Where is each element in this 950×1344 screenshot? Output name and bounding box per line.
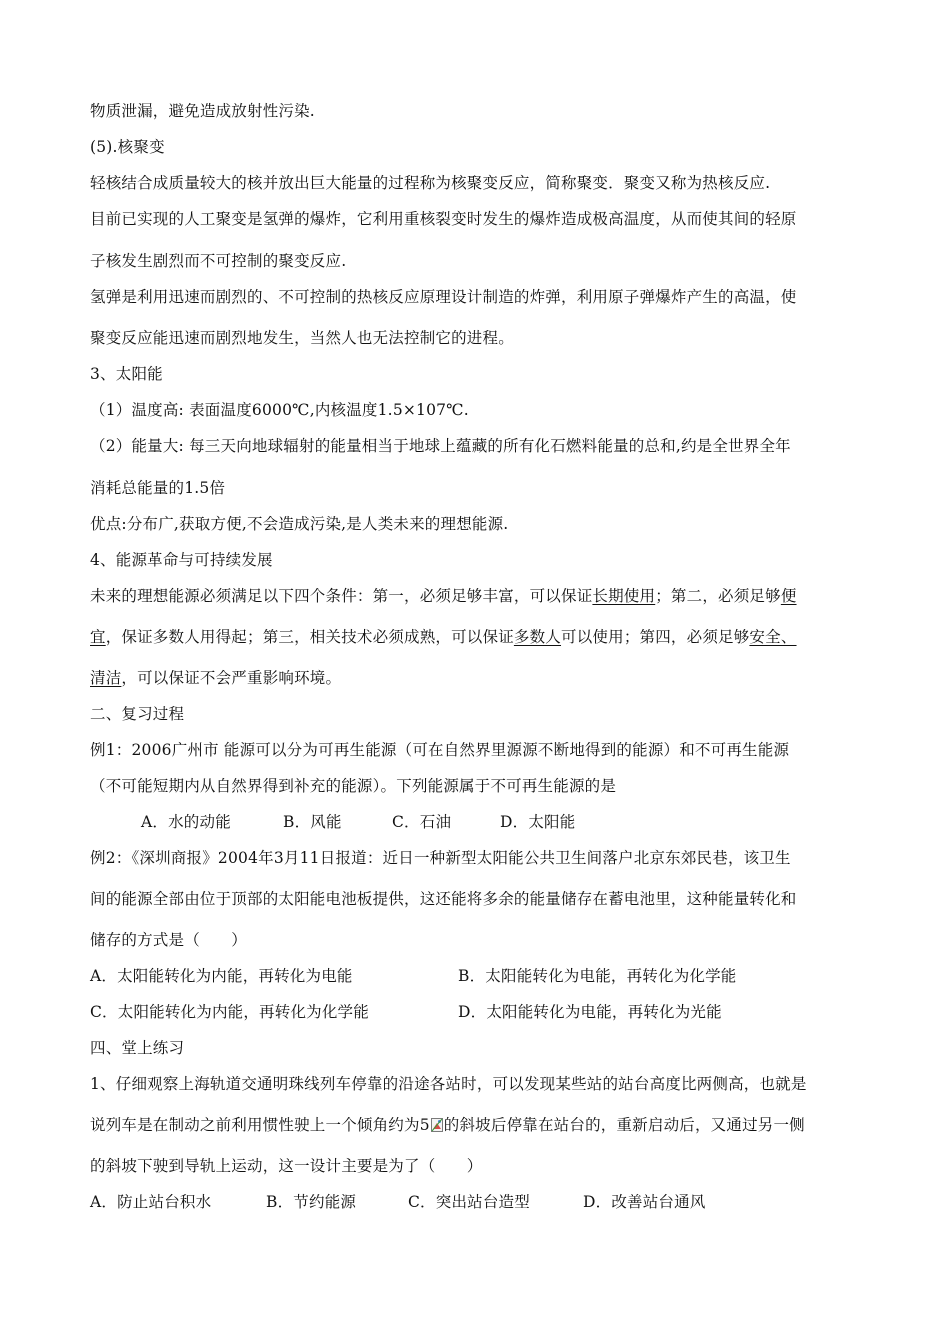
option-c: C．突出站台造型 xyxy=(408,1193,530,1211)
question-text: 例1：2006广州市 能源可以分为可再生能源（可在自然界里源源不断地得到的能源）和不可再生能源 xyxy=(90,741,790,759)
underlined-text: 清洁 xyxy=(90,669,122,687)
option-a: A．水的动能 xyxy=(141,813,231,831)
text-segment: 说列车是在制动之前利用惯性驶上一个倾角约为5 xyxy=(90,1116,430,1134)
text-line xyxy=(90,586,870,606)
text-segment: ；第二，必须足够 xyxy=(655,587,781,605)
text-line: 优点:分布广,获取方便,不会造成污染,是人类未来的理想能源. xyxy=(90,515,509,533)
text-line: （2）能量大: 每三天向地球辐射的能量相当于地球上蕴藏的所有化石燃料能量的总和,约是全世界全年 xyxy=(90,437,791,455)
question-text: 间的能源全部由位于顶部的太阳能电池板提供，这还能将多余的能量储存在蓄电池里，这种能量转化和 xyxy=(90,890,797,908)
text-segment: ，保证多数人用得起；第三，相关技术必须成熟，可以保证 xyxy=(105,628,514,646)
underlined-text: 多数人 xyxy=(513,628,562,646)
text-line xyxy=(90,627,870,647)
option-b: B．节约能源 xyxy=(266,1193,357,1211)
option-d: D．太阳能 xyxy=(500,813,576,831)
underlined-text: 宜 xyxy=(90,628,106,646)
text-line xyxy=(90,668,870,688)
underlined-text: 便 xyxy=(780,587,797,605)
text-line: 轻核结合成质量较大的核并放出巨大能量的过程称为核聚变反应，简称聚变．聚变又称为热核反应. xyxy=(90,174,771,192)
text-line: 消耗总能量的1.5倍 xyxy=(90,479,226,497)
text-segment: 的斜坡后停靠在站台的，重新启动后，又通过另一侧 xyxy=(443,1116,805,1134)
question-text: 储存的方式是（ ） xyxy=(90,931,248,949)
question-text xyxy=(90,1115,870,1135)
text-segment: ，可以保证不会严重影响环境。 xyxy=(121,669,342,687)
option-c: C．太阳能转化为内能，再转化为化学能 xyxy=(90,1003,369,1021)
section-heading: 4、能源革命与可持续发展 xyxy=(90,551,273,569)
option-a: A．防止站台积水 xyxy=(90,1193,212,1211)
text-line: 聚变反应能迅速而剧烈地发生，当然人也无法控制它的进程。 xyxy=(90,329,514,347)
section-heading: 四、堂上练习 xyxy=(90,1039,185,1057)
option-a: A．太阳能转化为内能，再转化为电能 xyxy=(90,967,353,985)
question-text: 1、仔细观察上海轨道交通明珠线列车停靠的沿途各站时，可以发现某些站的站台高度比两侧高，也就是 xyxy=(90,1075,807,1093)
question-text: 例2：《深圳商报》2004年3月11日报道：近日一种新型太阳能公共卫生间落户北京东郊民巷，该卫生 xyxy=(90,849,791,867)
text-line: 目前已实现的人工聚变是氢弹的爆炸，它利用重核裂变时发生的爆炸造成极高温度，从而使其间的轻原 xyxy=(90,210,797,228)
section-heading: 二、复习过程 xyxy=(90,705,185,723)
option-c: C．石油 xyxy=(392,813,452,831)
text-segment: 未来的理想能源必须满足以下四个条件：第一，必须足够丰富，可以保证 xyxy=(90,587,593,605)
text-segment: 可以使用；第四，必须足够 xyxy=(561,628,750,646)
question-text: 的斜坡下驶到导轨上运动，这一设计主要是为了（ ） xyxy=(90,1157,483,1175)
text-line: 物质泄漏，避免造成放射性污染. xyxy=(90,102,315,120)
text-line: （1）温度高: 表面温度6000℃,内核温度1.5×107℃. xyxy=(90,401,469,419)
option-b: B．风能 xyxy=(283,813,342,831)
option-d: D．太阳能转化为电能，再转化为光能 xyxy=(458,1003,722,1021)
broken-image-icon xyxy=(431,1117,443,1131)
text-line: 氢弹是利用迅速而剧烈的、不可控制的热核反应原理设计制造的炸弹，利用原子弹爆炸产生的高温，使 xyxy=(90,288,797,306)
underlined-text: 长期使用 xyxy=(592,587,656,605)
option-b: B．太阳能转化为电能，再转化为化学能 xyxy=(458,967,737,985)
text-line: 子核发生剧烈而不可控制的聚变反应. xyxy=(90,252,347,270)
underlined-text: 安全、 xyxy=(749,628,797,646)
option-d: D．改善站台通风 xyxy=(583,1193,706,1211)
section-heading: (5).核聚变 xyxy=(90,138,165,156)
question-text: （不可能短期内从自然界得到补充的能源）。下列能源属于不可再生能源的是 xyxy=(90,777,617,795)
section-heading: 3、太阳能 xyxy=(90,365,163,383)
